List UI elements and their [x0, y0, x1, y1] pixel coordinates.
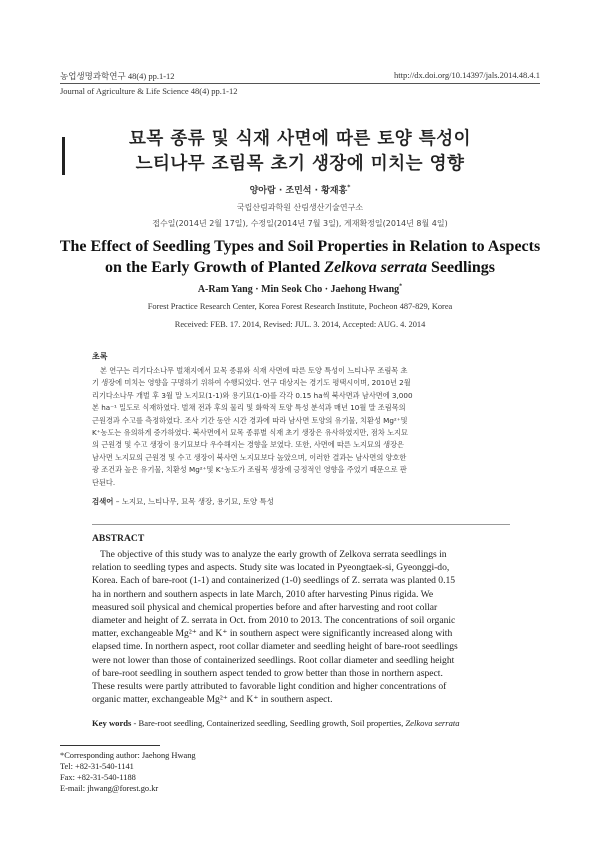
journal-header-en: Journal of Agriculture & Life Science 48(4) pp.1-12	[60, 86, 238, 96]
abstract-en-line: were not lower than those of containerized seedlings. Root collar diameter and seedling height	[92, 654, 455, 666]
title-ko-line2: 느티나무 조림목 초기 생장에 미치는 영향	[135, 154, 465, 174]
abstract-ko-line: 단된다.	[92, 477, 116, 487]
title-ko-line1: 묘목 종류 및 식재 사면에 따른 토양 특성이	[128, 129, 472, 149]
abstract-ko-heading: 초록	[92, 352, 108, 361]
keywords-en: Key words - Bare-root seedling, Containerized seedling, Seedling growth, Soil properties, Zelkova serrata	[92, 718, 460, 728]
title-en-line1: The Effect of Seedling Types and Soil Properties in Relation to Aspects	[59, 238, 541, 255]
abstract-ko-line: 본 연구는 리기다소나무 벌채지에서 묘목 종류와 식재 사면에 따른 토양 특성이 느티나무 조림목 초	[100, 366, 408, 375]
abstract-en-line: ha in northern and southern aspects in late March, 2010 after harvesting Pinus rigida. We	[92, 588, 434, 600]
abstract-en-line: relation to seedling types and aspects. Study site was located in Pyeongtaek-si, Gyeonggi-do,	[92, 562, 450, 574]
dates-en: Received: FEB. 17. 2014, Revised: JUL. 3. 2014, Accepted: AUG. 4. 2014	[174, 320, 426, 329]
abstract-en-line: diameter and height of Z. serrata in Oct. from 2010 to 2013. The concentrations of soil organic	[92, 615, 456, 627]
corresponding-author: *Corresponding author: Jaehong Hwang	[60, 751, 196, 760]
abstract-en-heading: ABSTRACT	[92, 533, 145, 544]
authors-en: A-Ram Yang · Min Seok Cho · Jaehong Hwang*	[197, 283, 403, 295]
abstract-en-line: Korea. Each of bare-root (1-1) and containerized (1-0) seedlings of Z. serrata was planted 0.15	[92, 575, 456, 587]
abstract-ko-line: 리기다소나무 개벌 후 3월 말 노지묘(1-1)와 용기묘(1-0)를 각각 0.15 ha씩 북사면과 남사면에 3,000	[92, 390, 413, 400]
keywords-ko: 검색어 – 노지묘, 느티나무, 묘목 생장, 용기묘, 토양 특성	[92, 497, 274, 506]
tel: Tel: +82-31-540-1141	[60, 762, 134, 771]
authors-ko: 양아람 · 조민석 · 황재홍*	[249, 184, 351, 196]
abstract-en-line: These results were partly attributed to favorable light condition and higher concentrations of	[92, 681, 447, 693]
abstract-ko-line: 본 ha⁻¹ 밀도로 식재하였다. 벌채 전과 후의 물리 및 화학적 토양 특성 분석과 매년 10월 말 조림목의	[92, 403, 406, 413]
abstract-en-line: matter, exchangeable Mg²⁺ and K⁺ in southern aspect were significantly increased along with	[92, 628, 453, 640]
journal-header-ko: 농업생명과학연구 48(4) pp.1-12	[60, 71, 175, 81]
abstract-ko-body	[92, 365, 510, 489]
doi-link[interactable]: http://dx.doi.org/10.14397/jals.2014.48.4.1	[394, 70, 540, 80]
title-en-line2: on the Early Growth of Planted Zelkova serrata Seedlings	[105, 259, 495, 276]
affiliation-en: Forest Practice Research Center, Korea Forest Research Institute, Pocheon 487-829, Korea	[147, 302, 453, 311]
abstract-ko-line: 광 조건과 높은 유기물, 치환성 Mg²⁺및 K⁺농도가 조림목 생장에 긍정적인 영향을 주었기 때문으로 판	[92, 465, 407, 475]
abstract-ko-line: 기 생장에 미치는 영향을 구명하기 위하여 수행되었다. 연구 대상지는 경기도 평택시이며, 2010년 2월	[92, 378, 411, 388]
abstract-en-line: of bare-root seedling in southern aspect tended to grow better than those in northern aspect.	[92, 667, 443, 679]
abstract-ko-line: 남사면 노지묘의 근원경 및 수고 생장이 북사면 노지묘보다 높았으며, 이러한 결과는 남사면의 양호한	[92, 452, 407, 462]
abstract-en-line: elapsed time. In northern aspect, root collar diameter and seedling height of bare-root seedlings	[92, 641, 458, 653]
dates-ko: 접수일(2014년 2월 17일), 수정일(2014년 7월 3일), 게재확정일(2014년 8월 4일)	[152, 219, 448, 228]
abstract-en-line: The objective of this study was to analyze the early growth of Zelkova serrata seedlings in	[100, 549, 447, 560]
footnote	[60, 750, 196, 794]
email[interactable]: E-mail: jhwang@forest.go.kr	[60, 784, 159, 793]
abstract-ko-line: 의 근원경 및 수고 생장이 용기묘보다 우수해지는 경향을 보였다. 또한, 사면에 따른 노지묘의 생장은	[92, 440, 404, 450]
abstract-ko-line: 근원경과 수고를 측정하였다. 조사 기간 동안 시간 경과에 따라 남사면 토양의 유기물, 치환성 Mg²⁺및	[92, 415, 408, 425]
fax: Fax: +82-31-540-1188	[60, 773, 136, 782]
abstract-ko-line: K⁺농도는 유의하게 증가하였다. 북사면에서 묘목 종류별 식재 초기 생장은 유사하였지만, 점차 노지묘	[92, 428, 408, 438]
abstract-en-body	[92, 548, 510, 706]
affiliation-ko: 국립산림과학원 산림생산기술연구소	[236, 203, 364, 212]
footnote-rule	[60, 745, 160, 746]
abstract-en-line: organic matter, exchangeable Mg²⁺ and K⁺ in southern aspect.	[92, 694, 333, 706]
abstract-divider	[92, 524, 510, 525]
header-rule	[60, 83, 540, 84]
abstract-en-line: measured soil physical and chemical properties before and after harvesting and root collar	[92, 601, 438, 613]
